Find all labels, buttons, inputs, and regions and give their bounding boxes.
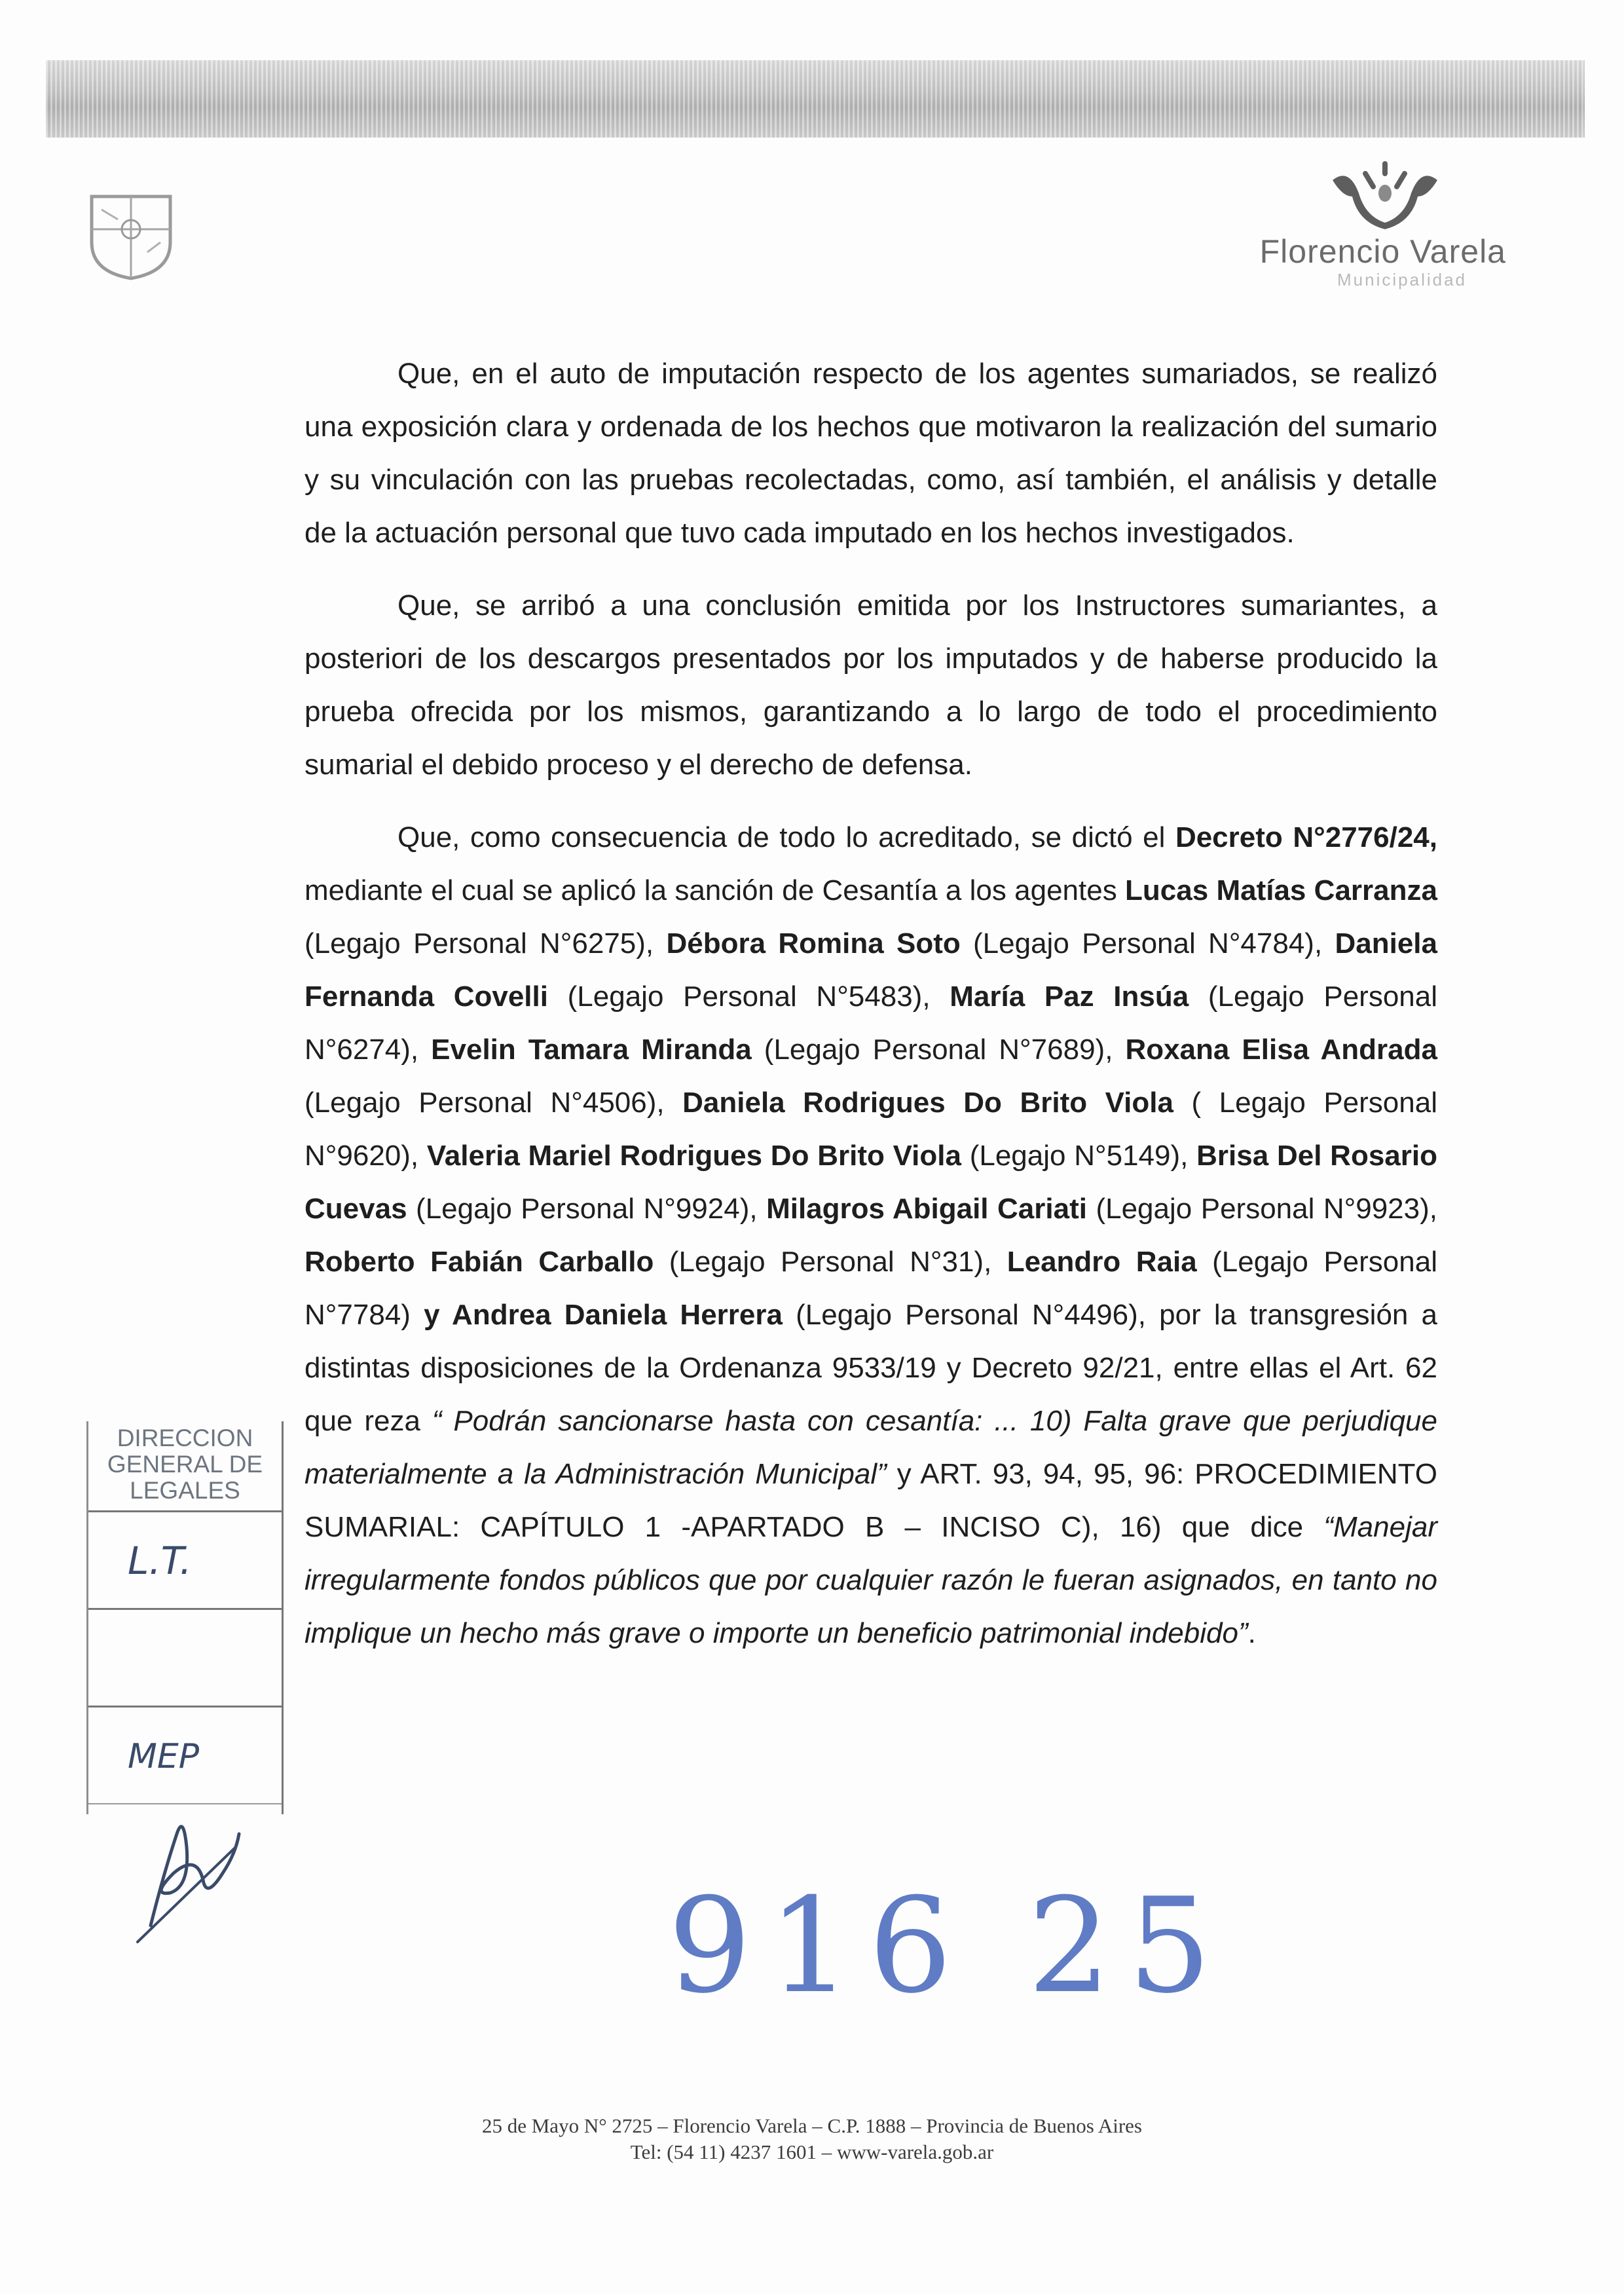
text-run: Que, como consecuencia de todo lo acreditado, se dictó el [397, 821, 1175, 853]
quoted-article: “ Podrán sancionarse hasta con cesantía: ... 10) Falta grave que perjudique materialmente a la Administración Municipal” [304, 1405, 1437, 1490]
text-run: (Legajo Personal N°4496), por la transgresión a distintas disposiciones de la Ordenanza 9533/19 y Decreto 92/21, entre ellas el Art. 62 que reza [304, 1299, 1437, 1437]
text-run: (Legajo Personal N°6274), [304, 980, 1438, 1066]
text-run: (Legajo Personal N°4784), [960, 927, 1335, 960]
agent-name: Roxana Elisa Andrada [1125, 1034, 1437, 1066]
agent-name: Brisa Del Rosario Cuevas [304, 1140, 1437, 1225]
agent-name: Valeria Mariel Rodrigues Do Brito Viola [426, 1140, 961, 1172]
decree-reference: Decreto N°2776/24, [1175, 821, 1437, 853]
text-run: mediante el cual se aplicó la sanción de Cesantía a los agentes [304, 874, 1126, 906]
agent-name: María Paz Insúa [950, 980, 1189, 1013]
stamp-row [88, 1707, 282, 1804]
agent-name: Evelin Tamara Miranda [431, 1034, 752, 1066]
resolution-number-stamp: 916 25 [668, 1870, 1228, 2023]
agent-name: Milagros Abigail Cariati [766, 1193, 1087, 1225]
text-run: (Legajo Personal N°5483), [547, 980, 950, 1013]
text-run: (Legajo Personal N°31), [654, 1246, 1007, 1278]
text-run: (Legajo Personal N°9923), [1086, 1193, 1438, 1225]
stamp-row [88, 1512, 282, 1610]
agent-name: Daniela Fernanda Covelli [304, 927, 1437, 1013]
text-run: (Legajo Personal N°4506), [304, 1087, 683, 1119]
text-run: (Legajo Personal N°9924), [407, 1193, 767, 1225]
text-run: (Legajo Personal N°7784) [304, 1246, 1437, 1331]
text-run: . [1247, 1617, 1256, 1649]
agent-name: Roberto Fabián Carballo [304, 1246, 654, 1278]
agent-name: Débora Romina Soto [666, 927, 961, 960]
text-run: (Legajo N°5149), [961, 1140, 1197, 1172]
handwritten-signature-icon [124, 1795, 255, 1945]
logo-subtitle: Municipalidad [1337, 270, 1467, 289]
handwritten-initials: L.T. [128, 1539, 192, 1583]
agent-name: Leandro Raia [1006, 1246, 1197, 1278]
stamp-line: LEGALES [130, 1477, 240, 1504]
agent-name: y Andrea Daniela Herrera [424, 1299, 783, 1331]
document-body [304, 347, 1437, 1679]
text-run: y ART. 93, 94, 95, 96: PROCEDIMIENTO SUMARIAL: CAPÍTULO 1 -APARTADO B – INCISO C), 16) que dice [304, 1458, 1437, 1543]
paragraph-3 [304, 811, 1437, 1660]
footer-address: 25 de Mayo N° 2725 – Florencio Varela – C.P. 1888 – Provincia de Buenos Aires [481, 2114, 1142, 2137]
stamp-header [88, 1421, 282, 1512]
footer-contact: Tel: (54 11) 4237 1601 – www-varela.gob.ar [630, 2140, 994, 2163]
scan-header-band [46, 60, 1585, 138]
municipal-seal-icon [85, 190, 177, 282]
text-run: (Legajo Personal N°7689), [751, 1034, 1126, 1066]
florencio-varela-logo-icon [1320, 160, 1450, 233]
quoted-article: “Manejar irregularmente fondos públicos que por cualquier razón le fueran asignados, en tanto no implique un hecho más grave o importe un beneficio patrimonial indebido” [304, 1511, 1437, 1649]
paragraph-2: Que, se arribó a una conclusión emitida por los Instructores sumariantes, a posteriori de los descargos presentados por los imputados y de haberse producido la prueba ofrecida por los mismos, garantizando a lo largo de todo el procedimiento sumarial el debido proceso y el derecho de defensa. [304, 589, 1437, 781]
text-run: ( Legajo Personal N°9620), [304, 1087, 1437, 1172]
handwritten-initials: MEP [128, 1737, 200, 1776]
stamp-row [88, 1610, 282, 1707]
logo-name: Florencio Varela [1259, 233, 1506, 270]
agent-name: Daniela Rodrigues Do Brito Viola [682, 1087, 1173, 1119]
legales-stamp [86, 1421, 284, 1814]
stamp-line: DIRECCION [117, 1425, 253, 1451]
paragraph-1: Que, en el auto de imputación respecto de los agentes sumariados, se realizó una exposición clara y ordenada de los hechos que motivaron la realización del sumario y su vinculación con las pruebas recolectadas, como, así también, el análisis y detalle de la actuación personal que tuvo cada imputado en los hechos investigados. [304, 358, 1437, 549]
agent-name: Lucas Matías Carranza [1125, 874, 1437, 906]
text-run: (Legajo Personal N°6275), [304, 927, 667, 960]
stamp-line: GENERAL DE [107, 1451, 263, 1478]
